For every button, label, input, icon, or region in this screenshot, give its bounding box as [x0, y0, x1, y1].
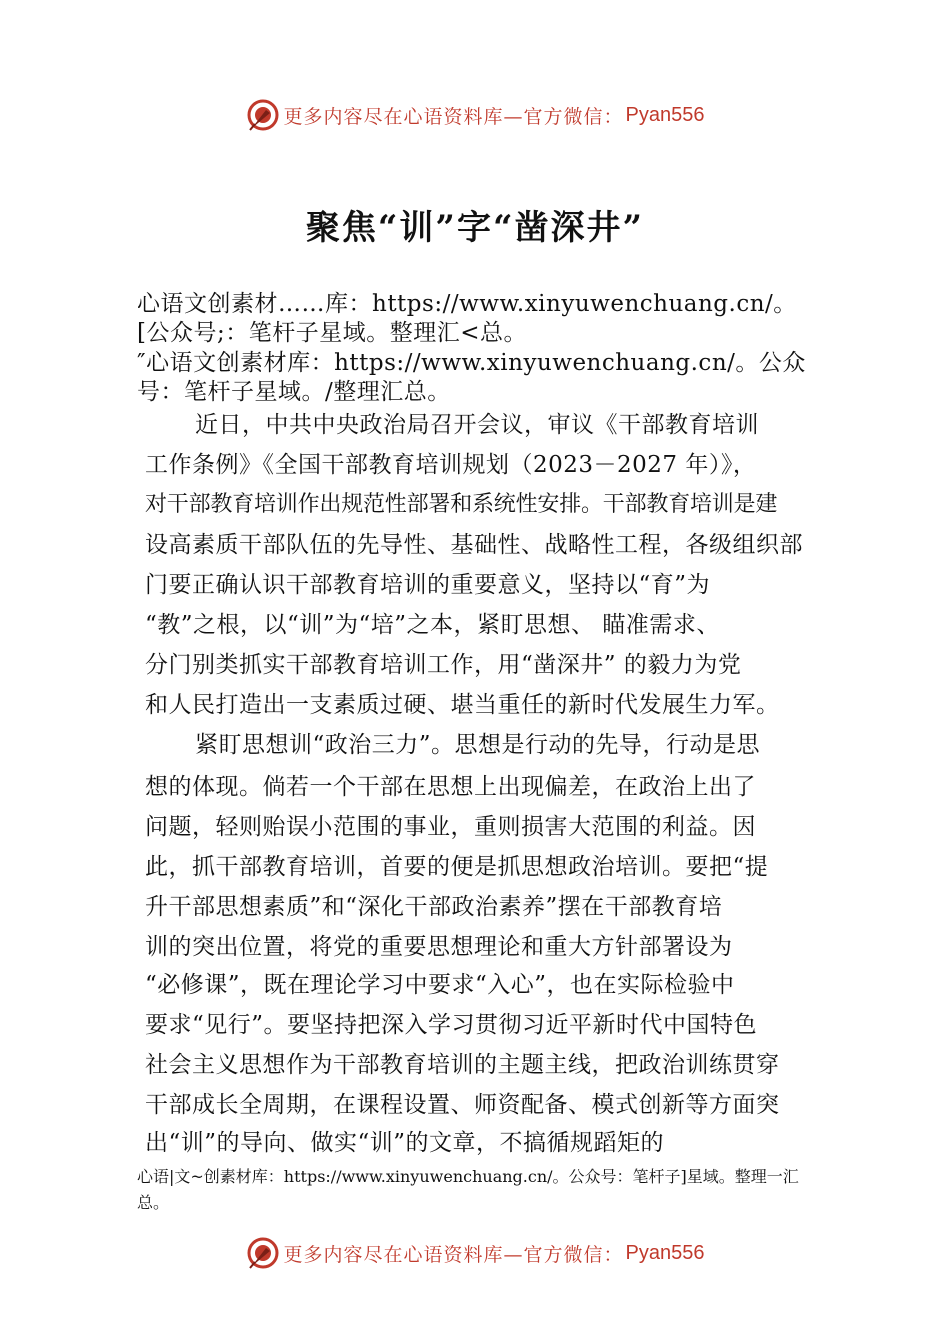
body-line: 社会主义思想作为干部教育培训的主题主线，把政治训练贯穿: [145, 1052, 780, 1078]
header-line: 号：笔杆子星域。/整理汇总。: [137, 379, 451, 405]
banner-wechat-id: Pyan556: [625, 103, 705, 126]
body-line: 门要正确认识干部教育培训的重要意义，坚持以“育”为: [145, 572, 711, 598]
header-line: 心语文创素材……库：https://www.xinyuwenchuang.cn/。: [137, 291, 797, 317]
body-line: 设高素质干部队伍的先导性、基础性、战略性工程，各级组织部: [145, 532, 803, 558]
body-line: 此，抓干部教育培训，首要的便是抓思想政治培训。要把“提: [145, 854, 769, 880]
page-title: 聚焦“训”字“凿深井”: [305, 208, 645, 248]
body-line: 工作条例》《全国干部教育培训规划（2023－2027 年）》，: [145, 452, 757, 478]
body-line: 问题，轻则贻误小范围的事业，重则损害大范围的利益。因: [145, 814, 756, 840]
body-line: 干部成长全周期，在课程设置、师资配备、模式创新等方面突: [145, 1092, 780, 1118]
body-line: 训的突出位置，将党的重要思想理论和重大方针部署设为: [145, 934, 733, 960]
body-line: 出“训”的导向、做实“训”的文章，不搞循规蹈矩的: [145, 1130, 665, 1156]
body-line: 想的体现。倘若一个干部在思想上出现偏差，在政治上出了: [145, 774, 756, 800]
pen-logo-icon: [246, 1236, 280, 1270]
body-line: 和人民打造出一支素质过硬、堪当重任的新时代发展生力军。: [145, 692, 780, 718]
body-line: 要求“见行”。要坚持把深入学习贯彻习近平新时代中国特色: [145, 1012, 758, 1038]
top-banner: [0, 92, 950, 138]
banner-text: 更多内容尽在心语资料库—官方微信：: [283, 1243, 624, 1266]
pen-logo-icon: [246, 98, 280, 132]
bottom-banner: [0, 1230, 950, 1276]
body-line: “教”之根，以“训”为“培”之本，紧盯思想、 瞄准需求、: [145, 612, 720, 638]
body-line: 分门别类抓实干部教育培训工作，用“凿深井” 的毅力为党: [145, 652, 742, 678]
header-line: ″心语文创素材库：https://www.xinyuwenchuang.cn/。公众: [137, 350, 806, 376]
body-line: 近日，中共中央政治局召开会议，审议《干部教育培训: [195, 412, 759, 438]
footer-source-line: 总。: [137, 1193, 170, 1212]
banner-text: 更多内容尽在心语资料库—官方微信：: [283, 105, 624, 128]
footer-source-line: 心语|文~创素材库：https://www.xinyuwenchuang.cn/。公众号：笔杆子]星域。整理一汇: [137, 1167, 799, 1186]
header-line: [公众号;：笔杆子星域。整理汇<总。: [137, 320, 527, 346]
body-line: 对干部教育培训作出规范性部署和系统性安排。干部教育培训是建: [145, 492, 778, 517]
body-line: 紧盯思想训“政治三力”。思想是行动的先导，行动是思: [195, 732, 761, 758]
body-line: “必修课”，既在理论学习中要求“入心”，也在实际检验中: [145, 972, 735, 998]
body-line: 升干部思想素质”和“深化干部政治素养”摆在干部教育培: [145, 894, 723, 920]
banner-wechat-id: Pyan556: [625, 1241, 705, 1264]
